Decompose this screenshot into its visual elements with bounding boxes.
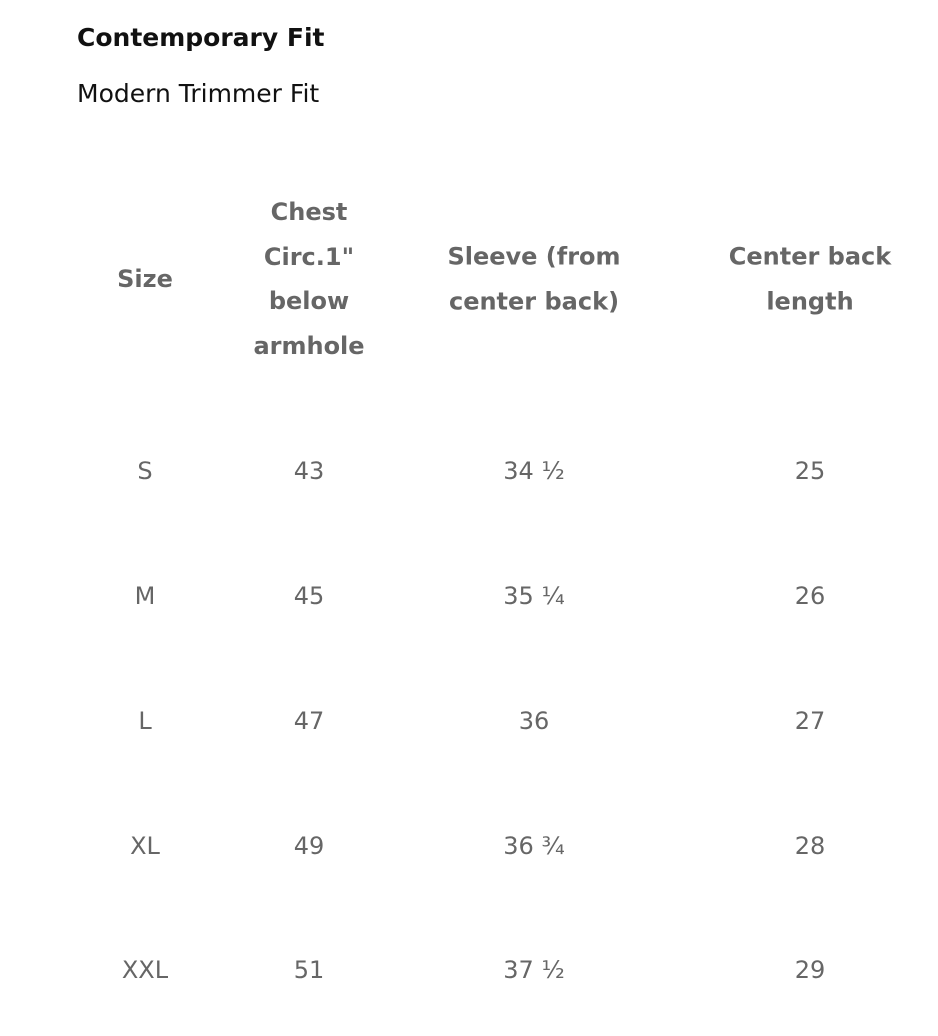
fit-title: Contemporary Fit: [77, 23, 325, 52]
cell-size: M: [134, 582, 156, 610]
cell-size: XXL: [121, 956, 169, 984]
cell-center-back-length: 27: [794, 707, 826, 735]
cell-center-back-length: 25: [794, 457, 826, 485]
cell-sleeve: 35 ¼: [503, 582, 565, 610]
cell-center-back-length: 29: [794, 956, 826, 984]
cell-size: XL: [130, 832, 160, 860]
cell-sleeve: 36 ¾: [503, 832, 565, 860]
header-chest: Chest Circ.1" below armhole: [253, 198, 365, 360]
cell-chest: 45: [293, 582, 325, 610]
cell-sleeve: 36: [518, 707, 550, 735]
cell-size: L: [138, 707, 152, 735]
cell-chest: 49: [293, 832, 325, 860]
cell-chest: 51: [293, 956, 325, 984]
cell-center-back-length: 28: [794, 832, 826, 860]
cell-sleeve: 34 ½: [503, 457, 565, 485]
cell-size: S: [137, 457, 153, 485]
cell-chest: 43: [293, 457, 325, 485]
header-center-back-length: Center back length: [728, 242, 892, 315]
header-sleeve: Sleeve (from center back): [447, 242, 621, 315]
cell-sleeve: 37 ½: [503, 956, 565, 984]
header-size: Size: [117, 264, 173, 293]
cell-center-back-length: 26: [794, 582, 826, 610]
cell-chest: 47: [293, 707, 325, 735]
fit-subtitle: Modern Trimmer Fit: [77, 79, 320, 108]
